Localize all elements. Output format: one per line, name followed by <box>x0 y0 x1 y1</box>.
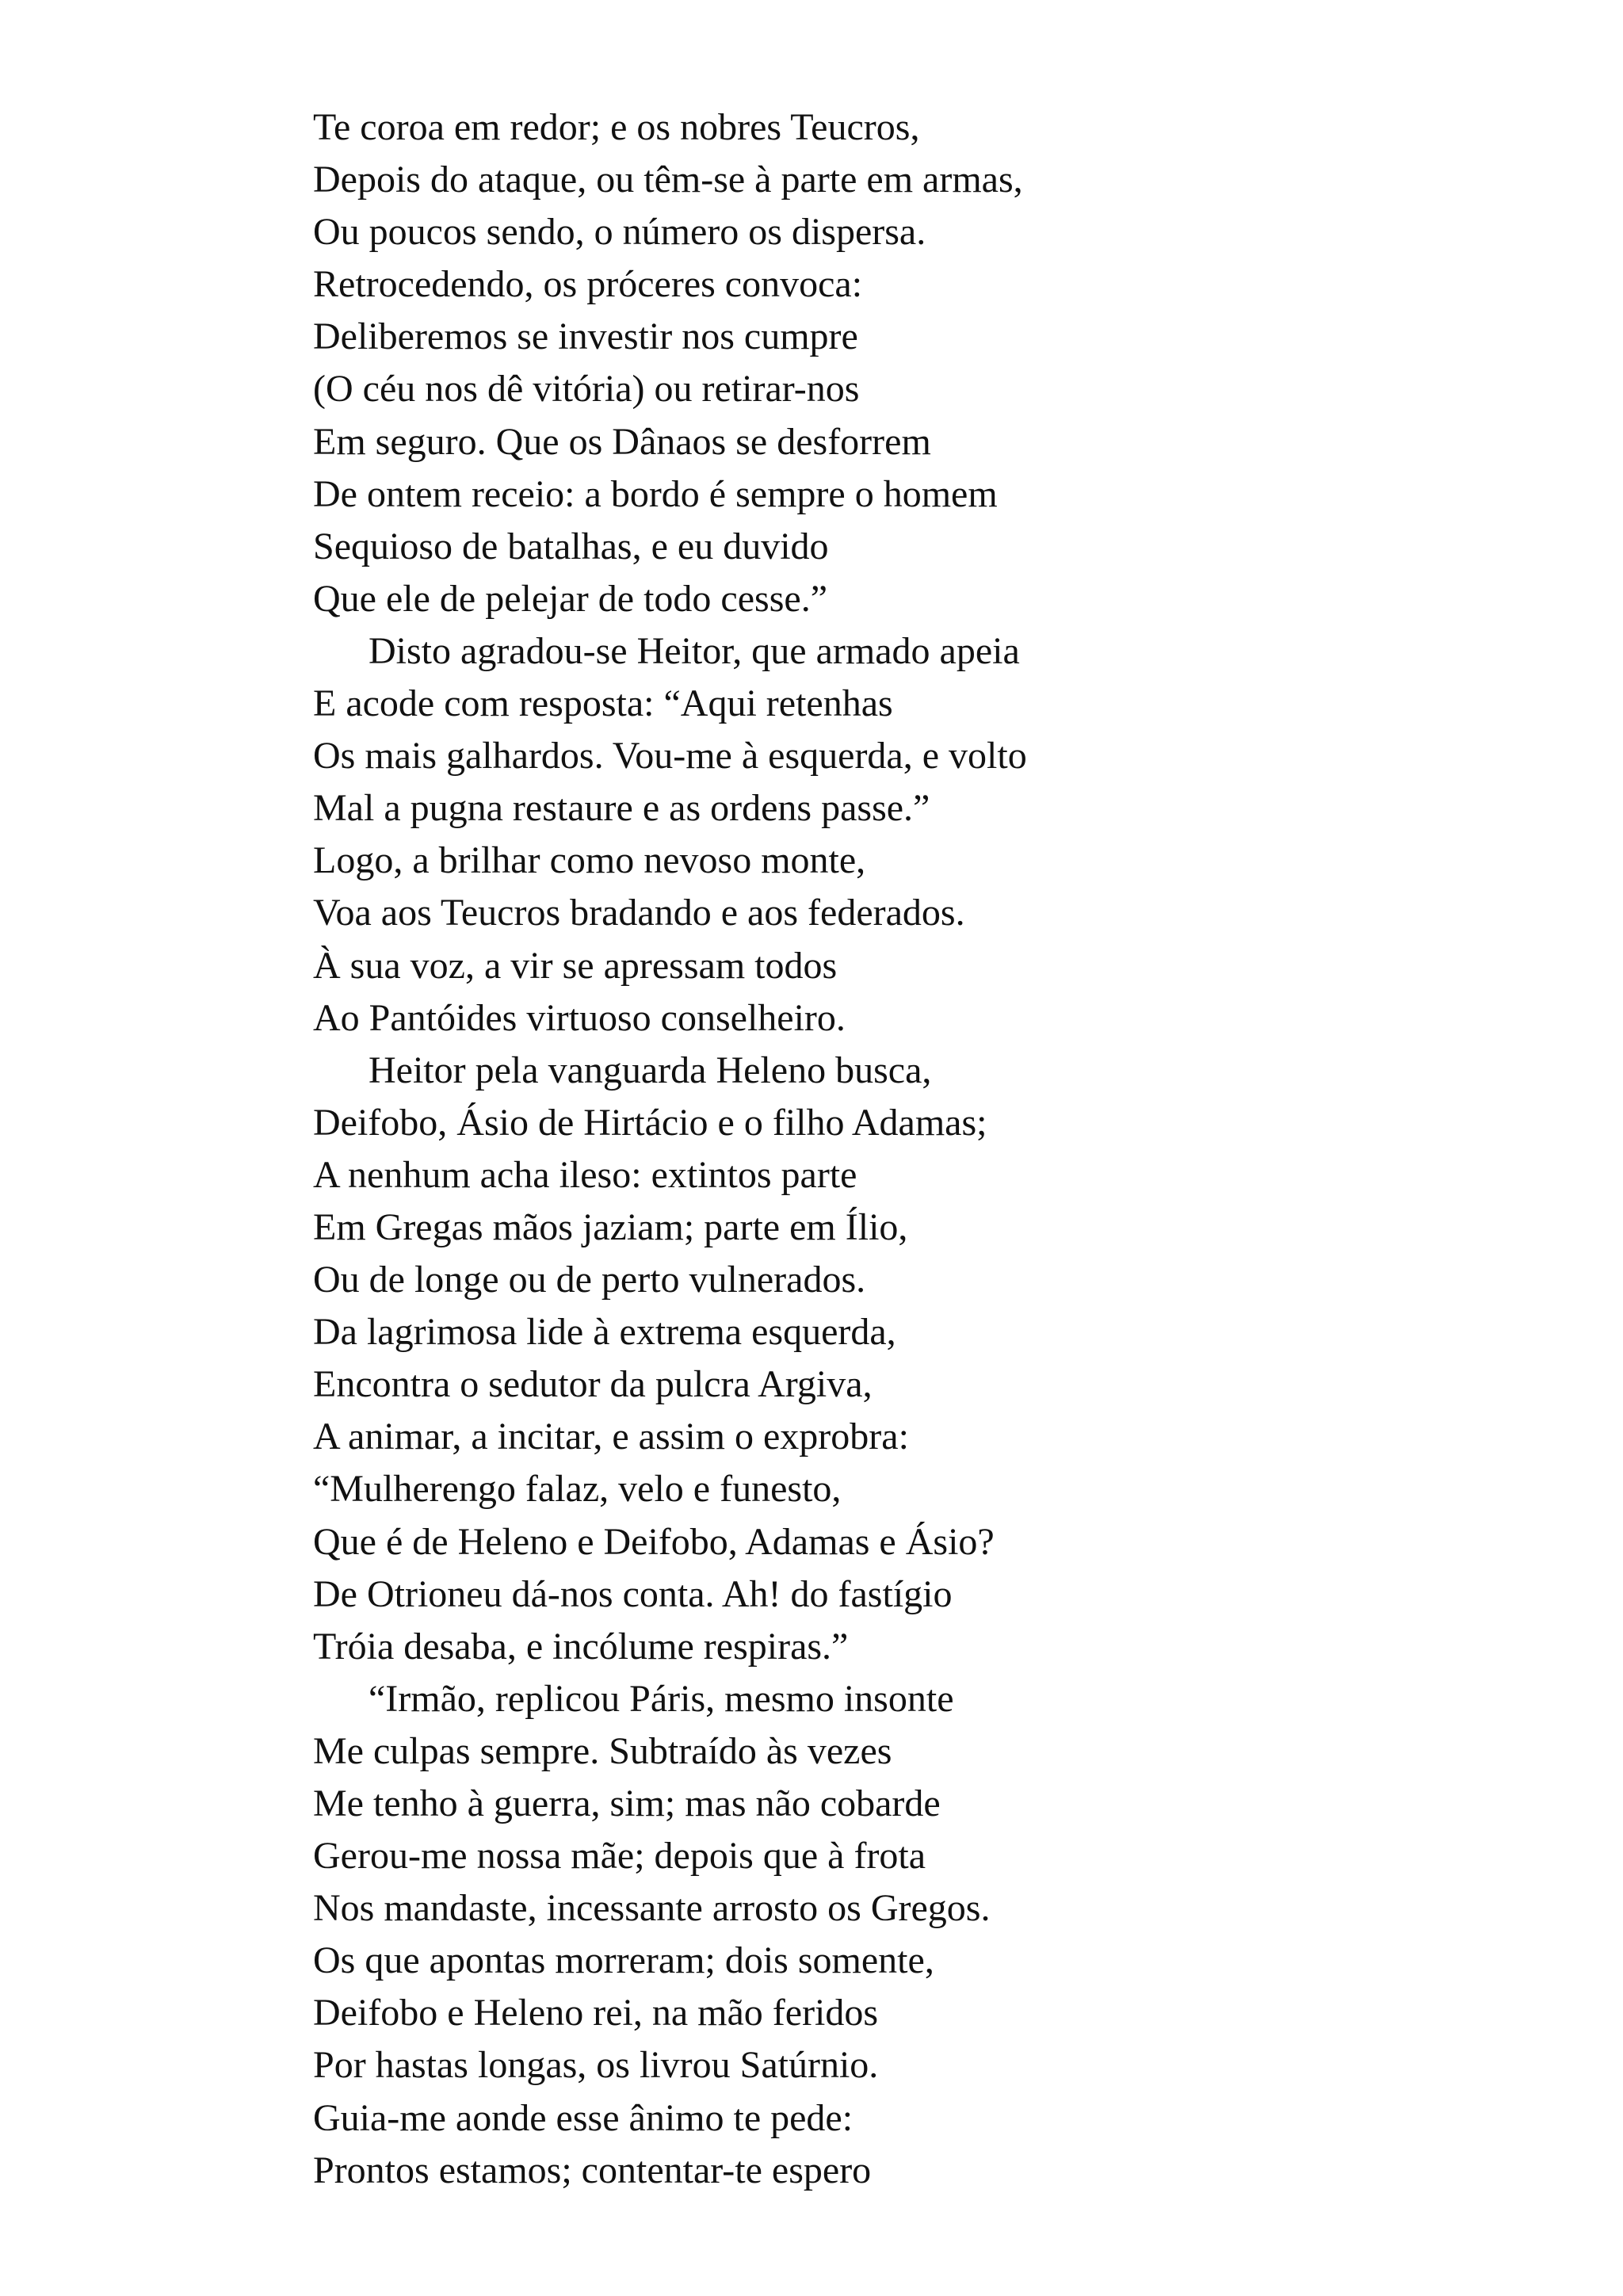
poem-line: Tróia desaba, e incólume respiras.” <box>313 1625 849 1668</box>
poem-line: Gerou-me nossa mãe; depois que à frota <box>313 1835 926 1878</box>
poem-line: Retrocedendo, os próceres convoca: <box>313 263 863 306</box>
poem-page <box>313 101 1502 2197</box>
poem-line: Os mais galhardos. Vou-me à esquerda, e volto <box>313 735 1027 777</box>
poem-line: Deifobo e Heleno rei, na mão feridos <box>313 1992 879 2034</box>
poem-line: Ao Pantóides virtuoso conselheiro. <box>313 996 846 1039</box>
poem-line: Em seguro. Que os Dânaos se desforrem <box>313 420 931 463</box>
poem-line: À sua voz, a vir se apressam todos <box>313 944 838 987</box>
poem-line: Em Gregas mãos jaziam; parte em Ílio, <box>313 1205 908 1248</box>
poem-line: Que ele de pelejar de todo cesse.” <box>313 577 828 620</box>
poem-line: Os que apontas morreram; dois somente, <box>313 1939 934 1982</box>
poem-line: (O céu nos dê vitória) ou retirar-nos <box>313 368 860 411</box>
poem-line: A animar, a incitar, e assim o exprobra: <box>313 1415 909 1458</box>
poem-line: Deliberemos se investir nos cumpre <box>313 315 858 358</box>
poem-line: Logo, a brilhar como nevoso monte, <box>313 839 866 882</box>
poem-line: Me culpas sempre. Subtraído às vezes <box>313 1729 892 1772</box>
poem-line: Guia-me aonde esse ânimo te pede: <box>313 2096 854 2139</box>
poem-line: Te coroa em redor; e os nobres Teucros, <box>313 106 920 148</box>
poem-line: Sequioso de batalhas, e eu duvido <box>313 525 829 567</box>
poem-line-indented: “Irmão, replicou Páris, mesmo insonte <box>369 1677 954 1720</box>
poem-line: E acode com resposta: “Aqui retenhas <box>313 682 893 725</box>
poem-line: Ou de longe ou de perto vulnerados. <box>313 1259 866 1301</box>
poem-line: Deifobo, Ásio de Hirtácio e o filho Adamas; <box>313 1101 987 1144</box>
poem-line-indented: Disto agradou-se Heitor, que armado apeia <box>369 629 1020 672</box>
poem-line: Nos mandaste, incessante arrosto os Gregos. <box>313 1887 991 1930</box>
poem-line: Da lagrimosa lide à extrema esquerda, <box>313 1311 896 1354</box>
poem-line: Voa aos Teucros bradando e aos federados. <box>313 892 965 934</box>
poem-line: De Otrioneu dá-nos conta. Ah! do fastígio <box>313 1572 953 1615</box>
poem-line: “Mulherengo falaz, velo e funesto, <box>313 1468 842 1511</box>
poem-line: Encontra o sedutor da pulcra Argiva, <box>313 1363 873 1406</box>
poem-line: Prontos estamos; contentar-te espero <box>313 2149 872 2191</box>
poem-line: Que é de Heleno e Deifobo, Adamas e Ásio? <box>313 1520 995 1563</box>
poem-line: De ontem receio: a bordo é sempre o homem <box>313 472 998 515</box>
poem-line: A nenhum acha ileso: extintos parte <box>313 1153 857 1196</box>
poem-line: Me tenho à guerra, sim; mas não cobarde <box>313 1782 941 1824</box>
poem-line: Ou poucos sendo, o número os dispersa. <box>313 211 926 254</box>
poem-line: Mal a pugna restaure e as ordens passe.” <box>313 787 930 830</box>
poem-line: Por hastas longas, os livrou Satúrnio. <box>313 2044 879 2087</box>
poem-line-indented: Heitor pela vanguarda Heleno busca, <box>369 1049 932 1091</box>
poem-line: Depois do ataque, ou têm-se à parte em armas, <box>313 159 1023 201</box>
